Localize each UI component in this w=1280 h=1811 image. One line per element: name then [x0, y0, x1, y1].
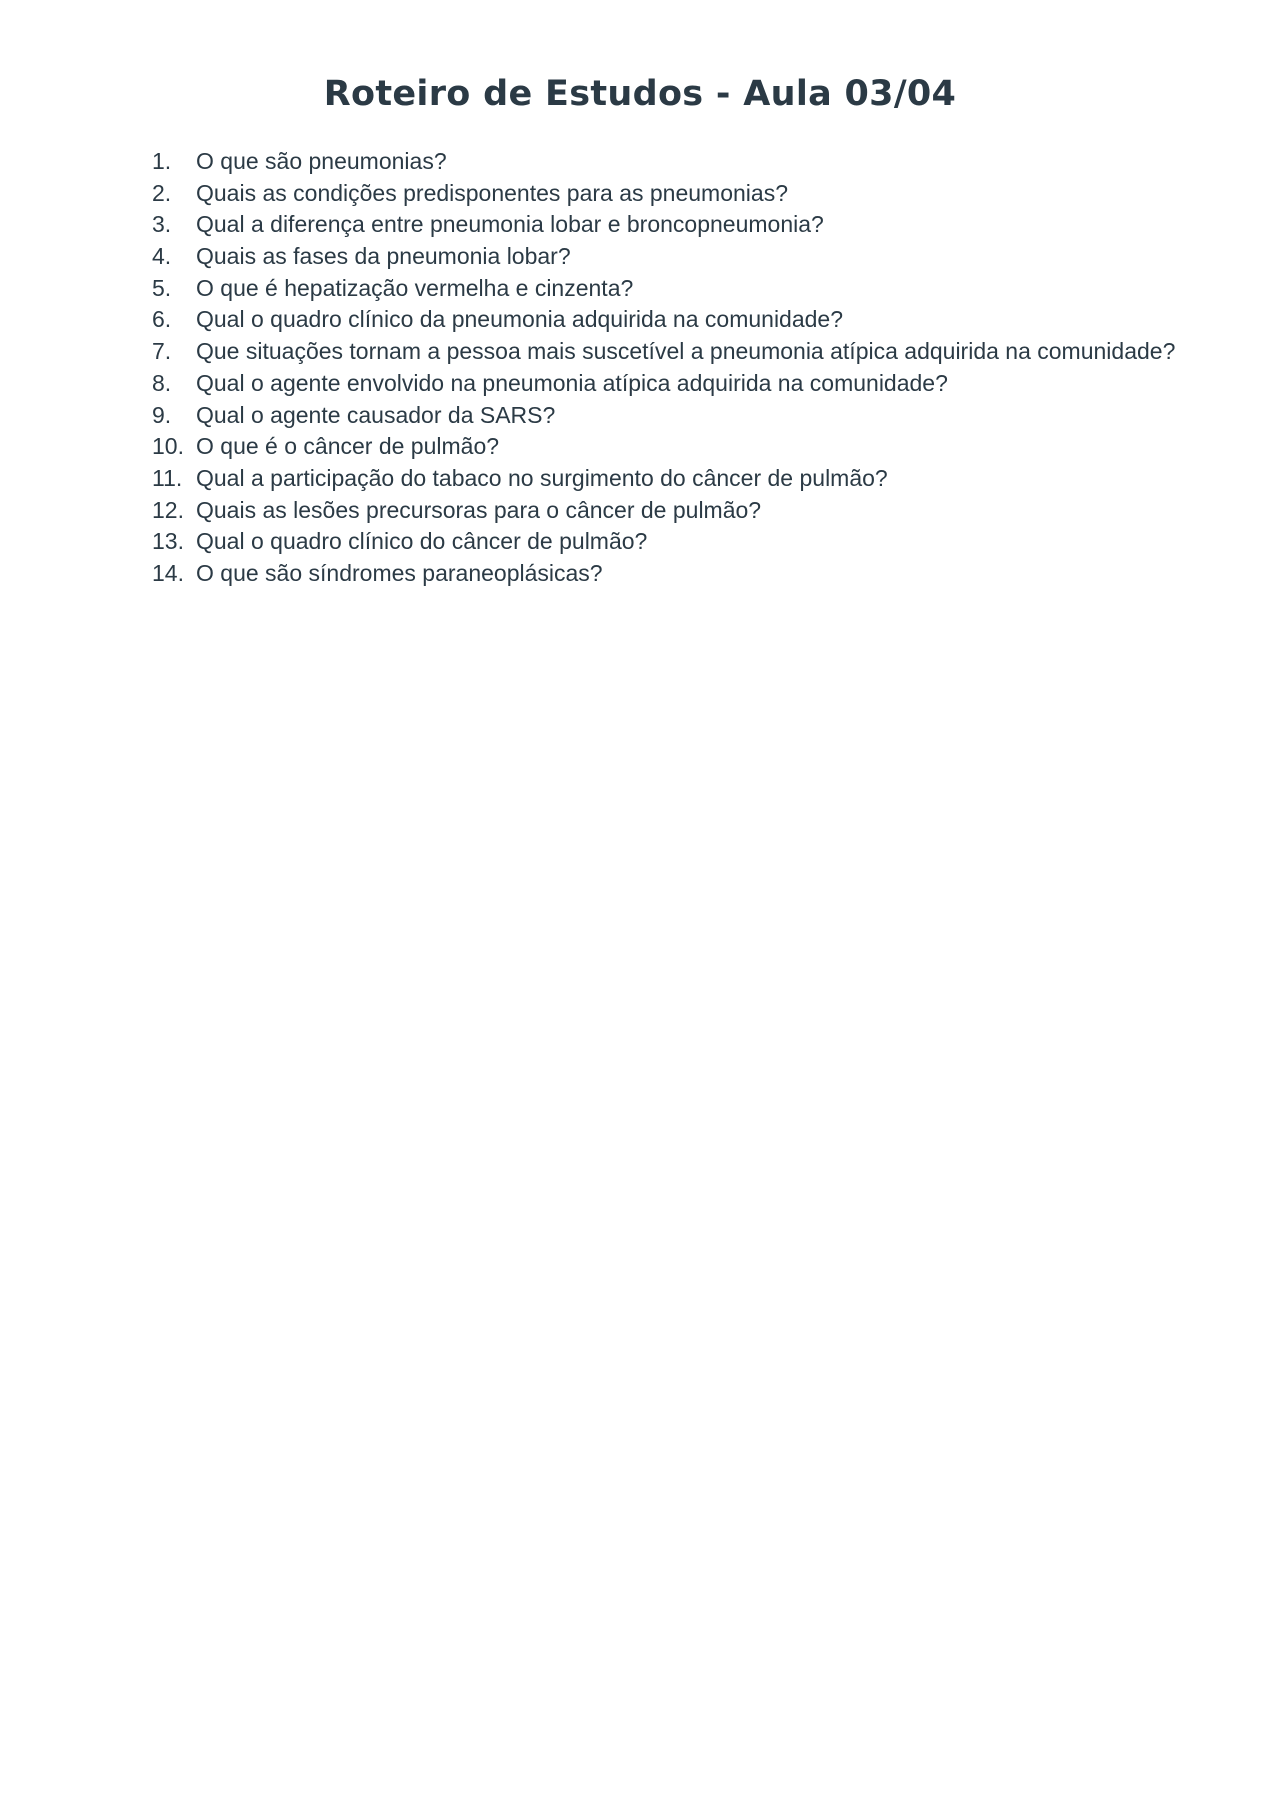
document-title: Roteiro de Estudos - Aula 03/04 [323, 74, 957, 114]
item-number: 11. [152, 464, 183, 491]
list-item [152, 463, 1175, 495]
item-text: Quais as lesões precursoras para o câncer de pulmão? [196, 496, 762, 523]
item-text: Qual a participação do tabaco no surgimento do câncer de pulmão? [196, 464, 888, 491]
list-item [152, 368, 1175, 400]
list-item [152, 304, 1175, 336]
list-item [152, 495, 1175, 527]
item-number: 6. [152, 306, 172, 333]
item-number: 12. [152, 496, 184, 523]
item-text: Qual o agente envolvido na pneumonia atípica adquirida na comunidade? [196, 369, 948, 396]
list-item [152, 336, 1175, 368]
item-number: 5. [152, 274, 172, 301]
item-number: 2. [152, 179, 172, 206]
item-text: Quais as fases da pneumonia lobar? [196, 243, 571, 270]
item-number: 9. [152, 401, 172, 428]
list-item [152, 209, 1175, 241]
item-text: O que é o câncer de pulmão? [196, 433, 500, 460]
item-number: 3. [152, 211, 172, 238]
list-item [152, 178, 1175, 210]
item-text: Qual o agente causador da SARS? [196, 401, 556, 428]
list-item [152, 400, 1175, 432]
list-item [152, 431, 1175, 463]
item-number: 13. [152, 528, 184, 555]
item-text: O que são síndromes paraneoplásicas? [196, 559, 603, 586]
item-text: Quais as condições predisponentes para as pneumonias? [196, 179, 788, 206]
list-item [152, 146, 1175, 178]
item-text: Qual o quadro clínico do câncer de pulmão? [196, 528, 648, 555]
item-text: O que são pneumonias? [196, 148, 447, 174]
item-number: 4. [152, 243, 172, 270]
item-text: Qual o quadro clínico da pneumonia adquirida na comunidade? [196, 306, 844, 333]
list-item [152, 526, 1175, 558]
item-number: 1. [152, 148, 172, 174]
item-text: Qual a diferença entre pneumonia lobar e broncopneumonia? [196, 211, 824, 238]
list-item [152, 558, 1175, 590]
item-number: 8. [152, 369, 172, 396]
list-item [152, 273, 1175, 305]
item-number: 7. [152, 338, 172, 365]
item-text: O que é hepatização vermelha e cinzenta? [196, 274, 634, 301]
question-list [152, 146, 1175, 590]
item-text: Que situações tornam a pessoa mais suscetível a pneumonia atípica adquirida na comunidade? [196, 338, 1176, 365]
list-item [152, 241, 1175, 273]
item-number: 10. [152, 433, 184, 460]
item-number: 14. [152, 559, 184, 586]
